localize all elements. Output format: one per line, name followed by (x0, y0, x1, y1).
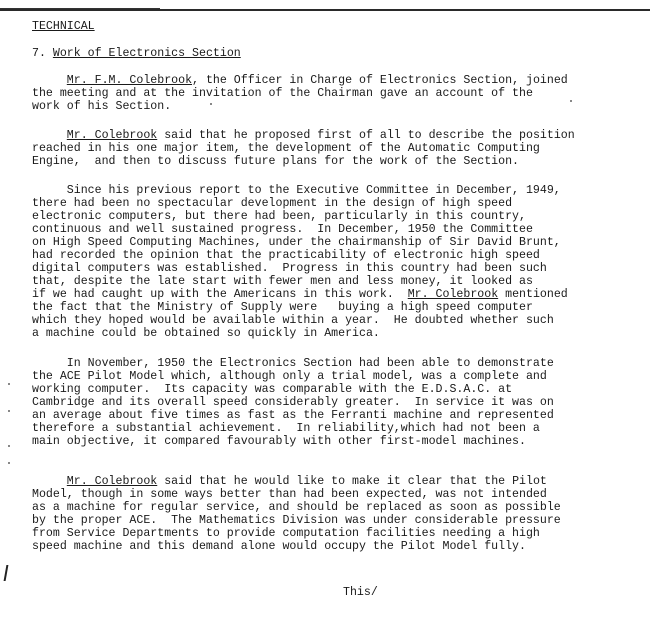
paragraph-3-line-4: continuous and well sustained progress. In December, 1950 the Committee (32, 223, 533, 236)
person-name: Mr. Colebrook (66, 475, 158, 488)
scan-speck (570, 100, 572, 102)
line-text: said that he would like to make it clear that the Pilot (157, 475, 547, 488)
paragraph-3-line-9 (32, 288, 568, 301)
paragraph-4-line-6: therefore a substantial achievement. In reliability,which had not been a (32, 422, 540, 435)
line-text: said that he proposed first of all to describe the position (157, 129, 575, 142)
paragraph-4-line-3: working computer. Its capacity was comparable with the E.D.S.A.C. at (32, 383, 513, 396)
paragraph-5-line-5: from Service Departments to provide computation facilities needing a high (32, 527, 540, 540)
paragraph-3-line-10: the fact that the Ministry of Supply were buying a high speed computer (32, 301, 533, 314)
paragraph-3-line-3: electronic computers, but there had been, particularly in this country, (32, 210, 526, 223)
margin-dot (8, 445, 10, 447)
section-title: Work of Electronics Section (52, 47, 241, 60)
paragraph-3-line-11: which they hoped would be available within a year. He doubted whether such (32, 314, 554, 327)
margin-dot (8, 383, 10, 385)
margin-dot (8, 462, 10, 464)
paragraph-2-line-1 (32, 129, 575, 142)
indent (32, 129, 67, 142)
person-name: Mr. Colebrook (407, 288, 499, 301)
paragraph-4-line-7: main objective, it compared favourably with other first-model machines. (32, 435, 526, 448)
paragraph-5-line-2: Model, though in some ways better than had been expected, was not intended (32, 488, 547, 501)
paragraph-3-line-5: on High Speed Computing Machines, under the chairmanship of Sir David Brunt, (32, 236, 561, 249)
classification-label: TECHNICAL (32, 20, 95, 33)
paragraph-5-line-3: as a machine for regular service, and should be replaced as soon as possible (32, 501, 561, 514)
line-text: mentioned (498, 288, 568, 301)
paragraph-3-line-8: that, despite the late start with fewer men and less money, it looked as (32, 275, 533, 288)
paragraph-3-line-6: had recorded the opinion that the practicability of electronic high speed (32, 249, 540, 262)
paragraph-1-line-2: the meeting and at the invitation of the Chairman gave an account of the (32, 87, 533, 100)
line-text: , the Officer in Charge of Electronics Section, joined (192, 74, 568, 87)
section-heading (32, 47, 241, 60)
paragraph-4-line-5: an average about five times as fast as the Ferranti machine and represented (32, 409, 554, 422)
paragraph-2-line-3: Engine, and then to discuss future plans for the work of the Section. (32, 155, 520, 168)
paragraph-3-line-1: Since his previous report to the Executive Committee in December, 1949, (32, 184, 561, 197)
person-name: Mr. Colebrook (66, 129, 158, 142)
paragraph-3-line-2: there had been no spectacular development in the design of high speed (32, 197, 513, 210)
paragraph-3-line-7: digital computers was established. Progress in this country had been such (32, 262, 547, 275)
indent (32, 475, 67, 488)
paragraph-4-line-4: Cambridge and its overall speed considerably greater. In service it was on (32, 396, 554, 409)
paragraph-5-line-4: by the proper ACE. The Mathematics Division was under considerable pressure (32, 514, 561, 527)
section-number: 7. (32, 47, 46, 60)
paragraph-4-line-2: the ACE Pilot Model which, although only a trial model, was a complete and (32, 370, 547, 383)
catchword: This/ (343, 586, 378, 599)
paragraph-4-line-1: In November, 1950 the Electronics Section had been able to demonstrate (32, 357, 554, 370)
paragraph-3-line-12: a machine could be obtained so quickly in America. (32, 327, 380, 340)
margin-dot (8, 410, 10, 412)
paragraph-1-line-1 (32, 74, 568, 87)
line-text: if we had caught up with the Americans in this work. (32, 288, 408, 301)
paragraph-2-line-2: reached in his one major item, the development of the Automatic Computing (32, 142, 540, 155)
indent (32, 74, 67, 87)
scan-speck (210, 103, 212, 105)
paragraph-5-line-6: speed machine and this demand alone would occupy the Pilot Model fully. (32, 540, 526, 553)
header-rule (0, 9, 650, 11)
margin-pen-mark (4, 565, 9, 581)
paragraph-5-line-1 (32, 475, 547, 488)
person-name: Mr. F.M. Colebrook (66, 74, 193, 87)
paragraph-1-line-3: work of his Section. (32, 100, 172, 113)
